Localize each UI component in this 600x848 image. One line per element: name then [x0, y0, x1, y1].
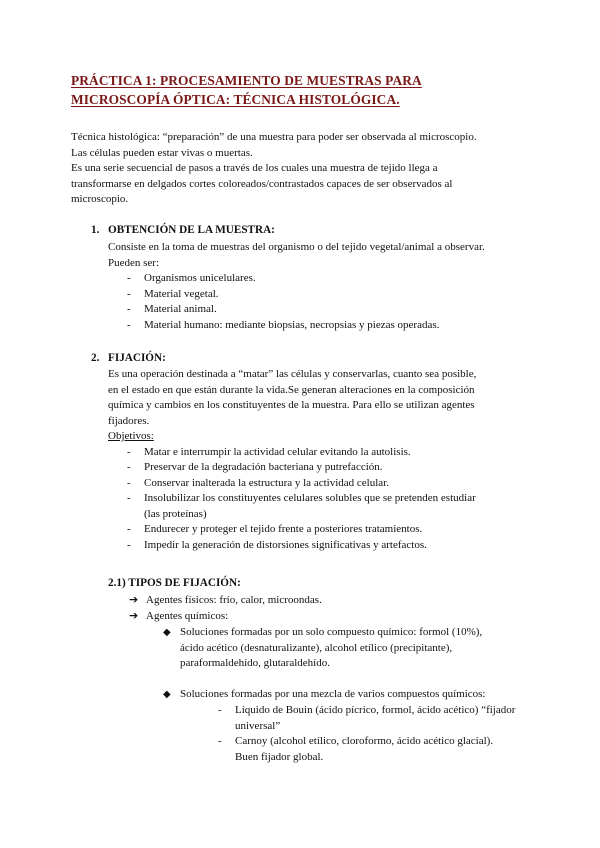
list-item: - Preservar de la degradación bacteriana y putrefacción.	[108, 460, 533, 476]
section-number: 2.	[91, 352, 100, 364]
arrow-item-text: Agentes químicos:	[146, 610, 229, 622]
objectives-label: Objetivos:	[108, 430, 154, 442]
arrow-list-item	[129, 608, 228, 625]
section-number: 1.	[91, 224, 100, 236]
list-item: - Matar e interrumpir la actividad celular evitando la autolisis.	[108, 445, 533, 461]
list-item: - Impedir la generación de distorsiones significativas y artefactos.	[108, 538, 533, 554]
list-item	[199, 734, 539, 765]
list-item: - Organismos unicelulares.	[108, 271, 533, 287]
intro-line: Es una serie secuencial de pasos a través de los cuales una muestra de tejido llega a	[71, 162, 438, 174]
diamond-item-line: ácido acético (desnaturalizante), alcohol etílico (precipitante),	[180, 641, 453, 654]
diamond-list-item	[163, 625, 533, 672]
list-item-text: Carnoy (alcohol etílico, cloroformo, ácido acético glacial).	[235, 735, 494, 747]
body-line: química y cambios en los constituyentes de la muestra. Para ello se utilizan agentes	[108, 399, 475, 411]
title-line-1: PRÁCTICA 1: PROCESAMIENTO DE MUESTRAS PARA	[71, 73, 422, 88]
body-line: fijadores.	[108, 414, 150, 427]
list-item: - Material vegetal.	[108, 287, 533, 303]
list-item	[199, 703, 539, 734]
list-item-continuation: universal”	[235, 719, 281, 732]
body-line: Consiste en la toma de muestras del organismo o del tejido vegetal/animal a observar.	[108, 241, 485, 253]
section-2-body	[108, 367, 533, 553]
objectives-list	[108, 445, 533, 554]
arrow-item-text: Agentes físicos: frío, calor, microondas.	[146, 594, 322, 606]
section-title: FIJACIÓN:	[108, 352, 166, 364]
intro-line: microscopio.	[71, 193, 129, 205]
sample-types-list	[108, 271, 533, 333]
list-item: - Material animal.	[108, 302, 533, 318]
list-item	[108, 491, 533, 522]
diamond-bullet-icon: ◆	[163, 627, 171, 638]
intro-line: Técnica histológica: “preparación” de una muestra para poder ser observada al microscopio.	[71, 131, 477, 143]
section-title: OBTENCIÓN DE LA MUESTRA:	[108, 224, 275, 236]
intro-line: transformarse en delgados cortes coloreados/contrastados capaces de ser observados al	[71, 177, 453, 190]
body-line: Es una operación destinada a “matar” las células y conservarlas, cuanto sea posible,	[108, 368, 477, 380]
section-2-heading	[91, 351, 166, 367]
list-item-text: Insolubilizar los constituyentes celulares solubles que se pretenden estudiar	[144, 492, 476, 504]
arrow-icon: ➔	[129, 609, 139, 622]
diamond-item-line: paraformaldehído, glutaraldehído.	[180, 657, 330, 669]
mixture-fixatives-list	[199, 703, 539, 765]
intro-line: Las células pueden estar vivas o muertas.	[71, 146, 253, 159]
diamond-item-line: Soluciones formadas por una mezcla de varios compuestos químicos:	[180, 688, 486, 700]
list-item-text: Líquido de Bouin (ácido pícrico, formol, ácido acético) “fijador	[235, 704, 516, 716]
intro-paragraph	[71, 130, 531, 208]
list-item: - Conservar inalterada la estructura y la actividad celular.	[108, 476, 533, 492]
diamond-item-line: Soluciones formadas por un solo compuesto químico: formol (10%),	[180, 626, 483, 638]
page-title	[71, 71, 541, 109]
body-line: Pueden ser:	[108, 256, 160, 269]
list-item: - Endurecer y proteger el tejido frente a posteriores tratamientos.	[108, 522, 533, 538]
title-line-2: MICROSCOPÍA ÓPTICA: TÉCNICA HISTOLÓGICA.	[71, 92, 400, 107]
diamond-list-item	[163, 687, 533, 703]
list-item-continuation: (las proteínas)	[144, 507, 207, 520]
section-1-heading	[91, 223, 275, 239]
diamond-bullet-icon: ◆	[163, 689, 171, 700]
list-item-continuation: Buen fijador global.	[235, 750, 324, 763]
list-item: - Material humano: mediante biopsias, necropsias y piezas operadas.	[108, 318, 533, 334]
arrow-list-item	[129, 592, 322, 609]
body-line: en el estado en que están durante la vida.Se generan alteraciones en la composición	[108, 383, 475, 396]
section-2-1-heading: 2.1) TIPOS DE FIJACIÓN:	[108, 577, 241, 589]
arrow-icon: ➔	[129, 593, 139, 606]
section-1-body	[108, 240, 533, 333]
